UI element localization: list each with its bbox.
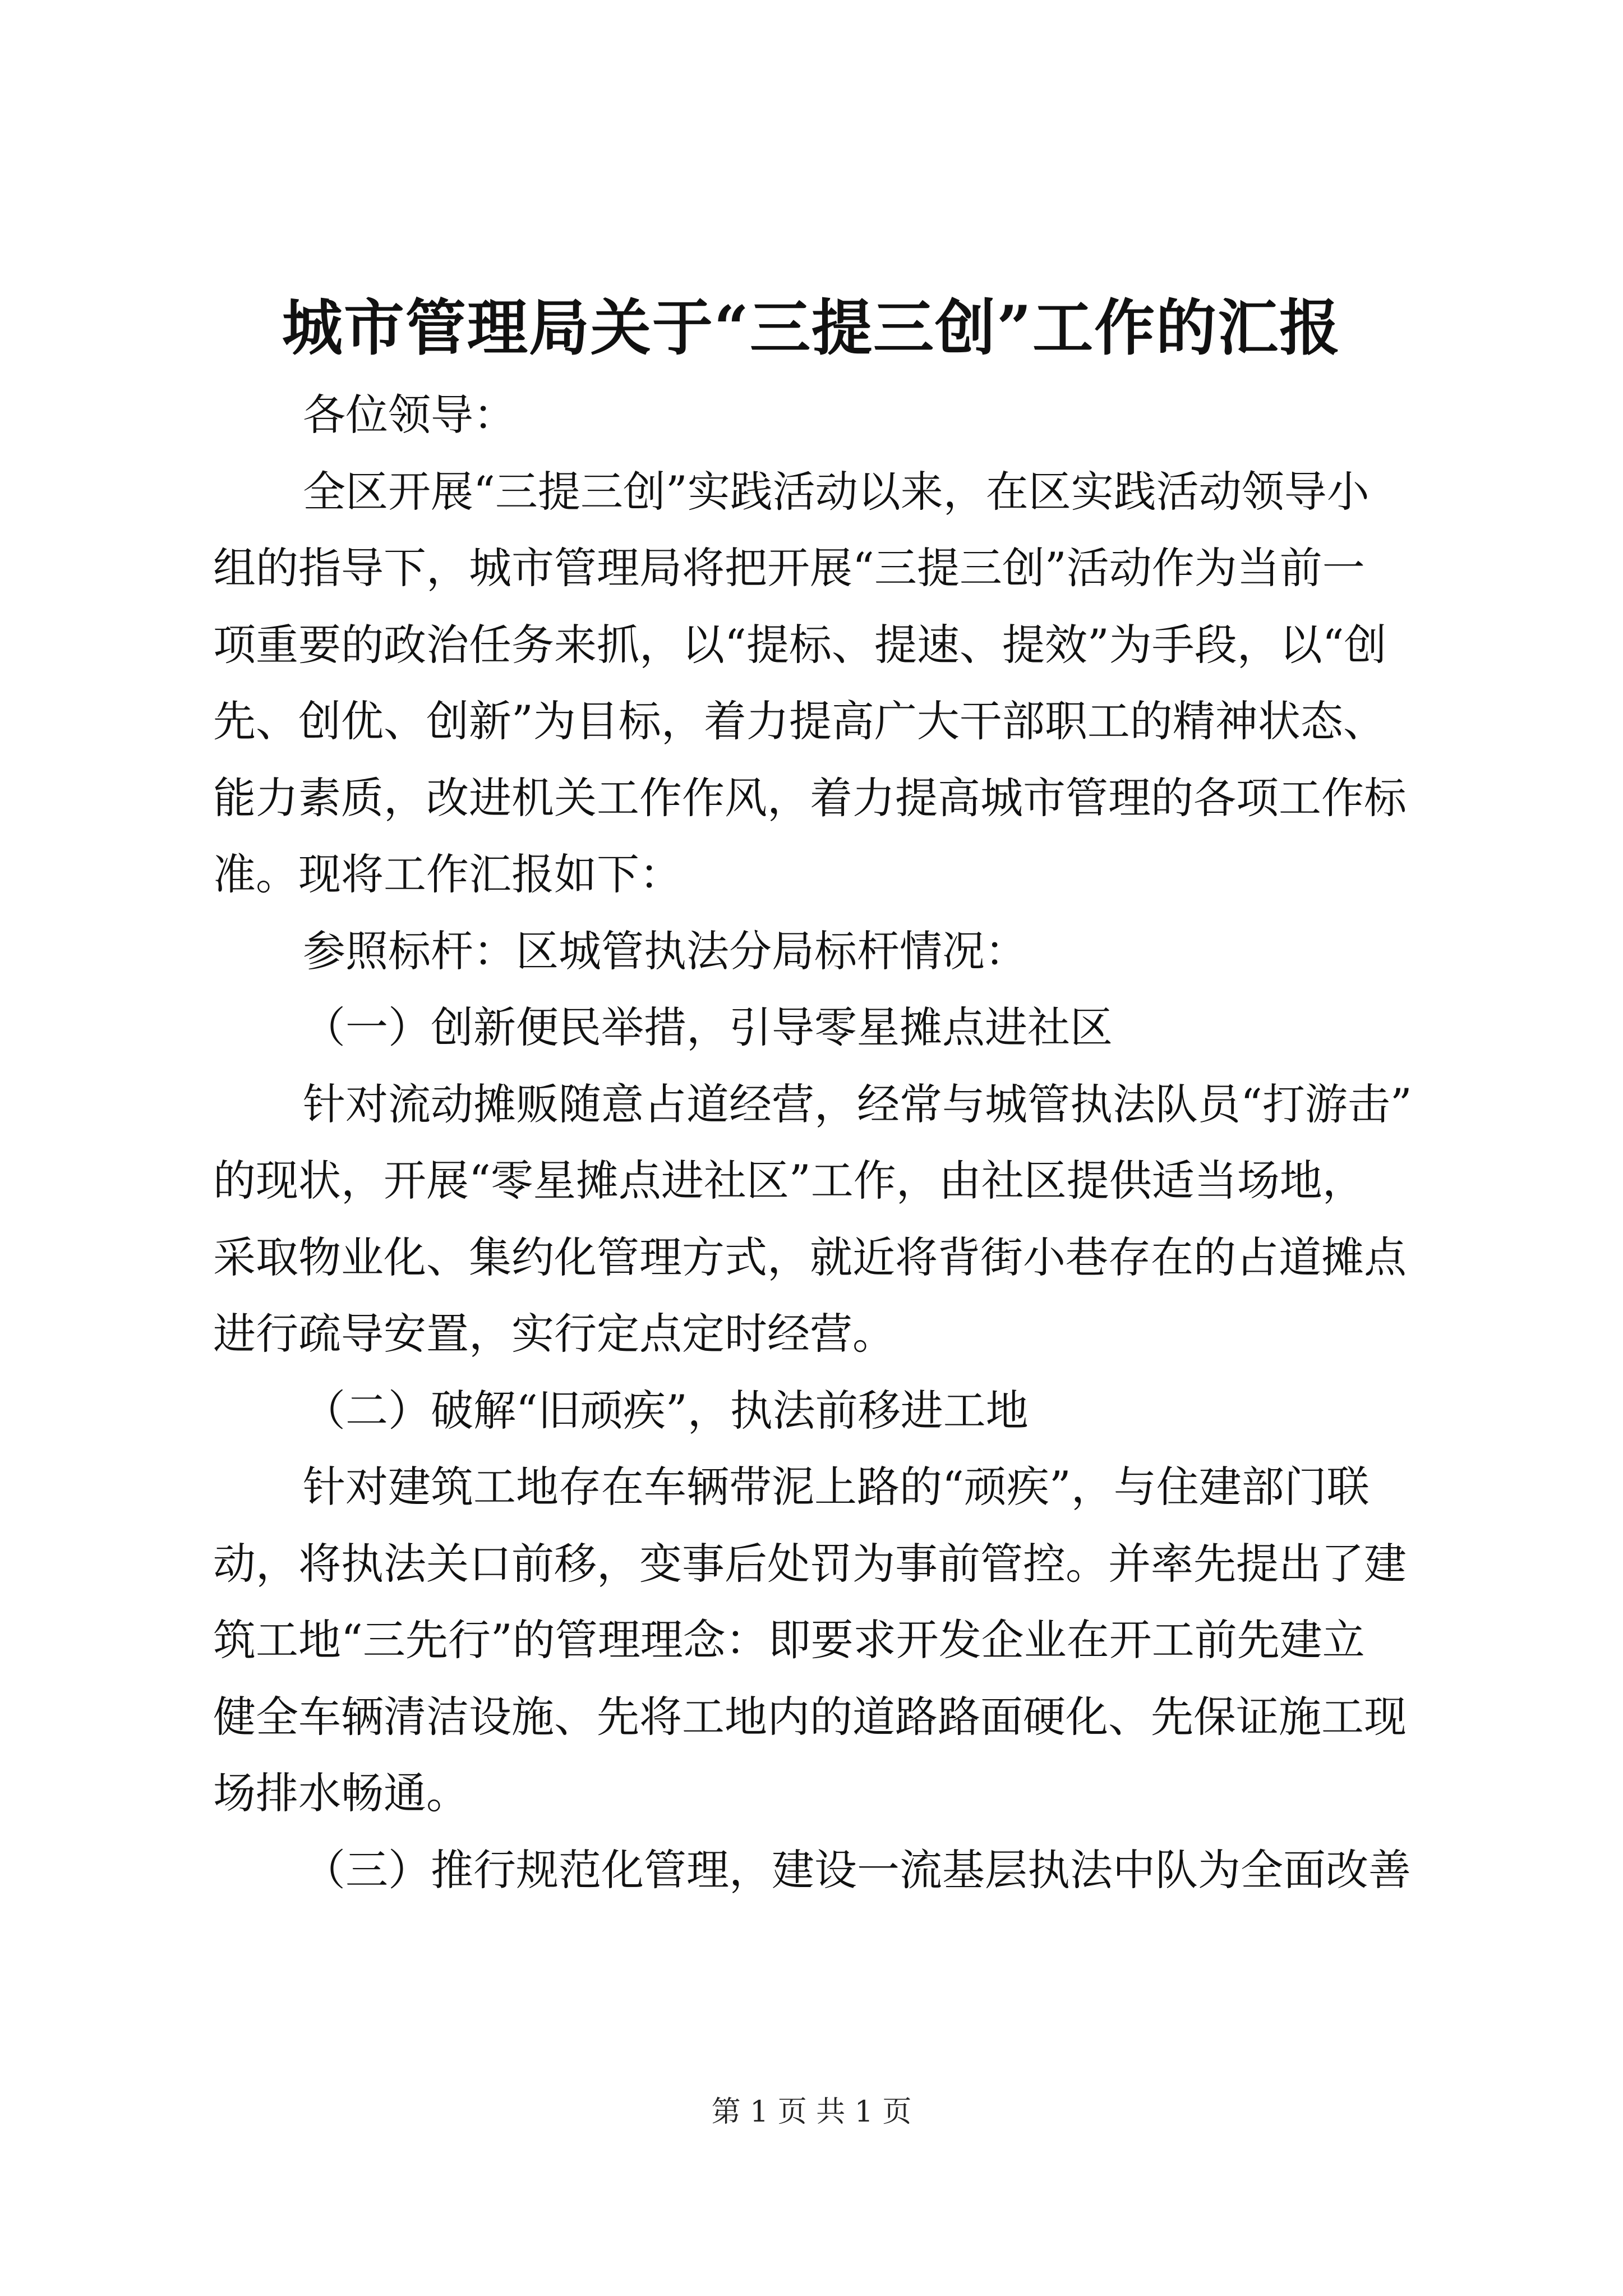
body-line: 的现状，开展“零星摊点进社区”工作，由社区提供适当场地，: [213, 1156, 1365, 1205]
document-body: [213, 377, 1430, 1908]
body-line: 能力素质，改进机关工作作风，着力提高城市管理的各项工作标: [213, 772, 1407, 823]
document-title: 城市管理局关于“三提三创”工作的汇报: [282, 293, 1341, 364]
page-footer: 第 1 页 共 1 页: [711, 2095, 912, 2129]
section-heading: （二）破解“旧顽疾”，执法前移进工地: [303, 1385, 1029, 1435]
body-line: 项重要的政治任务来抓，以“提标、提速、提效”为手段，以“创: [213, 619, 1387, 670]
section-heading: （一）创新便民举措，引导零星摊点进社区: [303, 1002, 1113, 1052]
body-line: 全区开展“三提三创”实践活动以来，在区实践活动领导小: [303, 466, 1370, 517]
body-line: 动，将执法关口前移，变事后处罚为事前管控。并率先提出了建: [213, 1538, 1407, 1589]
body-line: 组的指导下，城市管理局将把开展“三提三创”活动作为当前一: [213, 543, 1365, 593]
body-line: 先、创优、创新”为目标，着力提高广大干部职工的精神状态、: [213, 696, 1386, 746]
section-heading: （三）推行规范化管理，建设一流基层执法中队为全面改善: [303, 1844, 1411, 1895]
body-line: 进行疏导安置，实行定点定时经营。: [213, 1309, 895, 1359]
body-line: 健全车辆清洁设施、先将工地内的道路路面硬化、先保证施工现: [213, 1691, 1407, 1742]
body-line: 针对建筑工地存在车辆带泥上路的“顽疾”，与住建部门联: [303, 1462, 1370, 1512]
body-line: 各位领导：: [303, 390, 516, 440]
body-line: 筑工地“三先行”的管理理念：即要求开发企业在开工前先建立: [213, 1615, 1365, 1665]
body-line: 采取物业化、集约化管理方式，就近将背街小巷存在的占道摊点: [213, 1232, 1407, 1282]
body-line: 参照标杆：区城管执法分局标杆情况：: [303, 926, 1027, 976]
body-line: 场排水畅通。: [213, 1768, 469, 1818]
body-line: 准。现将工作汇报如下：: [213, 849, 682, 899]
body-line: 针对流动摊贩随意占道经营，经常与城管执法队员“打游击”: [303, 1079, 1412, 1129]
